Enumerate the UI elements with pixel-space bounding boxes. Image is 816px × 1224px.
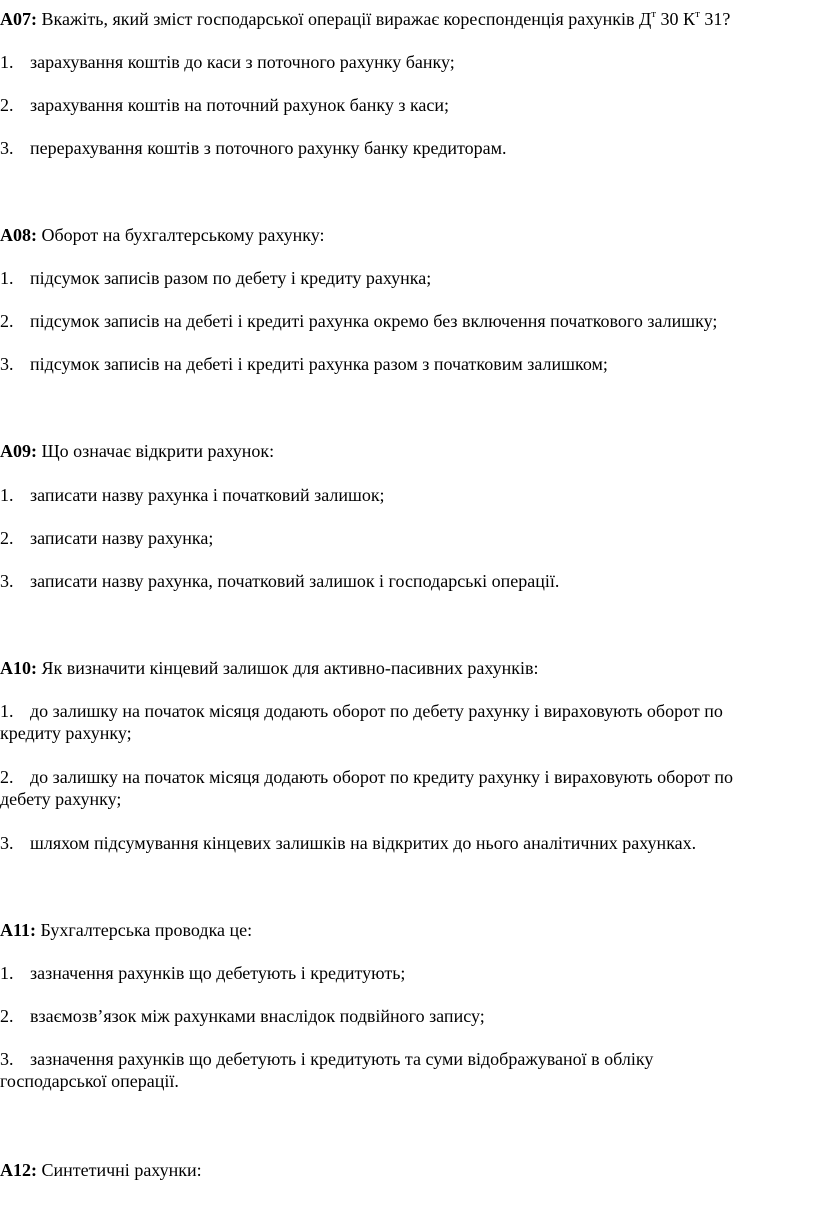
option-text: зазначення рахунків що дебетують і кредитують; (30, 963, 406, 983)
question-id: А09: (0, 441, 37, 461)
option-text: записати назву рахунка і початковий залишок; (30, 485, 385, 505)
option-text: перерахування коштів з поточного рахунку банку кредиторам. (30, 138, 507, 158)
option-number: 1. (0, 485, 14, 505)
option-number: 2. (0, 311, 14, 331)
question-id: А11: (0, 920, 36, 940)
option-text: шляхом підсумування кінцевих залишків на відкритих до нього аналітичних рахунках. (30, 833, 697, 853)
question-text: Вкажіть, який зміст господарської операції виражає кореспонденція рахунків $Д^т$ 30 $К^т$ 31? (41, 8, 731, 29)
option-text: зарахування коштів на поточний рахунок банку з каси; (30, 95, 450, 115)
option-a11-2 (0, 1005, 800, 1027)
option-number: 2. (0, 528, 14, 548)
option-line-1 (0, 700, 800, 722)
option-line-2: дебету рахунку; (0, 789, 122, 809)
question-id: A07: (0, 9, 37, 29)
question-id: А12: (0, 1160, 37, 1180)
option-text: до залишку на початок місяця додають оборот по кредиту рахунку і вираховують оборот по (30, 767, 734, 787)
question-text: Бухгалтерська проводка це: (40, 920, 253, 940)
question-text: Що означає відкрити рахунок: (41, 441, 275, 461)
option-a11-3 (0, 1048, 800, 1092)
option-a10-3 (0, 832, 800, 854)
question-id: А08: (0, 225, 37, 245)
question-a08 (0, 224, 800, 246)
option-number: 2. (0, 767, 14, 787)
option-a09-2 (0, 527, 800, 549)
question-text: Як визначити кінцевий залишок для активно-пасивних рахунків: (41, 658, 539, 678)
option-number: 3. (0, 833, 14, 853)
option-text: до залишку на початок місяця додають оборот по дебету рахунку і вираховують оборот по (30, 701, 723, 721)
option-a10-2 (0, 766, 800, 810)
question-a12 (0, 1159, 800, 1181)
option-line-1 (0, 766, 800, 788)
option-number: 3. (0, 354, 14, 374)
question-a10 (0, 657, 800, 679)
option-text: взаємозв’язок між рахунками внаслідок подвійного запису; (30, 1006, 485, 1026)
option-number: 2. (0, 1006, 14, 1026)
option-number: 1. (0, 268, 14, 288)
question-a09 (0, 440, 800, 462)
option-number: 3. (0, 571, 14, 591)
option-a07-2 (0, 94, 800, 116)
option-text: зарахування коштів до каси з поточного рахунку банку; (30, 52, 455, 72)
option-a07-1 (0, 51, 800, 73)
option-line-2: господарської операції. (0, 1071, 179, 1091)
option-a08-3 (0, 353, 800, 375)
option-number: 1. (0, 963, 14, 983)
option-a07-3 (0, 137, 800, 159)
option-text: записати назву рахунка, початковий залишок і господарські операції. (30, 571, 560, 591)
option-number: 1. (0, 701, 14, 721)
question-a07 (0, 8, 800, 30)
option-a10-1 (0, 700, 800, 744)
option-number: 3. (0, 138, 14, 158)
question-id: А10: (0, 658, 37, 678)
option-number: 1. (0, 52, 14, 72)
option-a09-3 (0, 570, 800, 592)
question-a11 (0, 919, 800, 941)
option-line-2: кредиту рахунку; (0, 723, 132, 743)
option-a08-1 (0, 267, 800, 289)
option-number: 2. (0, 95, 14, 115)
option-number: 3. (0, 1049, 14, 1069)
question-text: Оборот на бухгалтерському рахунку: (41, 225, 325, 245)
option-a09-1 (0, 484, 800, 506)
option-text: підсумок записів на дебеті і кредиті рахунка разом з початковим залишком; (30, 354, 608, 374)
option-text: зазначення рахунків що дебетують і кредитують та суми відображуваної в обліку (30, 1049, 654, 1069)
option-line-1 (0, 1048, 800, 1070)
option-a11-1 (0, 962, 800, 984)
question-text: Синтетичні рахунки: (41, 1160, 202, 1180)
option-text: підсумок записів на дебеті і кредиті рахунка окремо без включення початкового залишку; (30, 311, 718, 331)
option-a08-2 (0, 310, 800, 332)
option-text: записати назву рахунка; (30, 528, 214, 548)
option-text: підсумок записів разом по дебету і кредиту рахунка; (30, 268, 432, 288)
